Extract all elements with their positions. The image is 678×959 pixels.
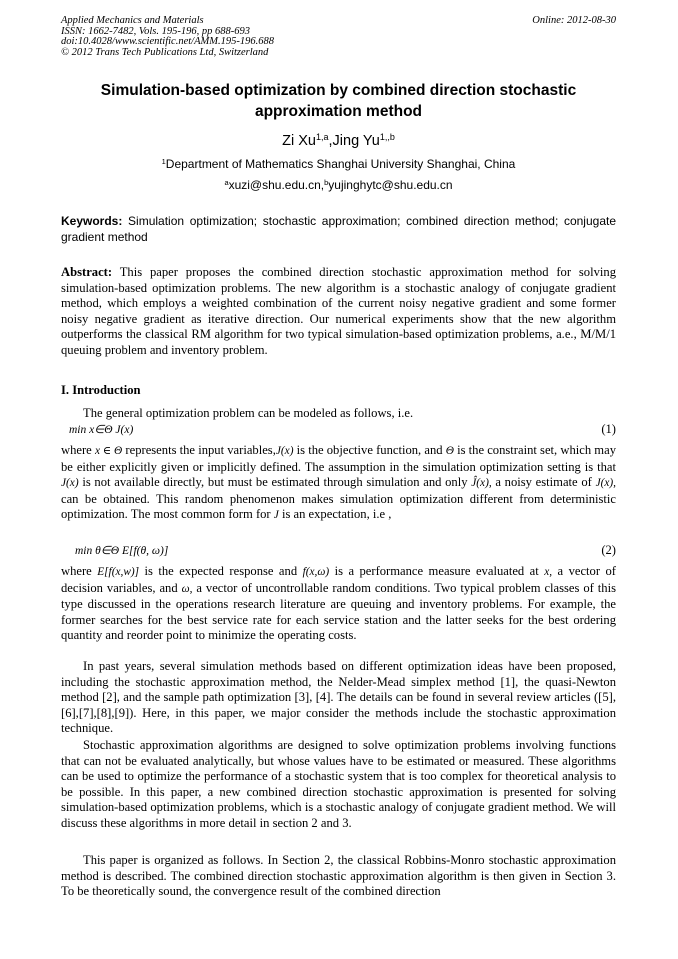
issn-line: ISSN: 1662-7482, Vols. 195-196, pp 688-693 [61,25,250,37]
text-run: a noisy estimate of [491,475,596,490]
inline-math: J(x) [61,477,79,490]
keywords-label: Keywords: [61,214,123,228]
inline-math: J [273,509,279,522]
email-1-sup: a [224,177,229,187]
inline-math: x ∈ Θ [94,445,123,457]
intro-paragraph-1: The general optimization problem can be modeled as follows, i.e. [83,406,414,420]
text-run: where [61,443,95,457]
paragraph-6: This paper is organized as follows. In Section 2, the classical Robbins-Monro stochastic approximation method is described. The combined direction stochastic approximation algorithm is then given in Section 3. To be theoretically sound, the convergence result of the combined direction [61,853,616,899]
inline-math: J(x) [275,445,294,457]
paper-title [61,80,616,122]
author-2-sup: 1,,b [379,132,395,143]
text-run: is the objective function, and [293,443,446,457]
inline-math: Θ [445,445,454,457]
author-1: Zi Xu [282,133,316,149]
title-line-1: Simulation-based optimization by combined direction stochastic [100,82,577,99]
equation-1-math: min x∈Θ J(x) [69,424,134,436]
email-2-sup: b [324,177,329,187]
email-1: xuzi@shu.edu.cn, [228,178,325,192]
text-run: is an expectation, i.e , [278,507,392,522]
text-run: a vector of decision variables, and [61,564,616,595]
equation-2 [61,543,616,559]
author-list [61,132,616,150]
paragraph-3 [61,564,616,644]
doi-line: doi:10.4028/www.scientific.net/AMM.195-196.688 [61,36,274,47]
inline-math: J(x), [595,477,616,490]
affiliation-sup: 1 [161,156,166,166]
keywords [61,213,616,245]
keywords-text: Simulation optimization; stochastic approximation; combined direction method; conjugate gradient method [61,214,616,244]
section-heading: I. Introduction [61,383,141,397]
journal-name: Applied Mechanics and Materials [61,15,204,26]
email-2: yujinghytc@shu.edu.cn [328,178,453,192]
inline-math: E[f(x,w)] [97,566,140,578]
inline-math: x, [544,566,553,578]
abstract-text: This paper proposes the combined direction stochastic approximation method for solving simulation-based optimization problems. The new algorithm is a stochastic analogy of conjugate gradient method, which employs a weighted combination of the current noisy negative gradient and some former noisy negative gradient as iterative direction. Our numerical experiments show that the new algorithm outperforms the classical RM algorithm for two typical simulation-based optimization problems, a.e., M/M/1 queuing problem and inventory problem. [61,265,616,357]
author-2: Jing Yu [332,133,380,149]
abstract [61,265,616,359]
inline-math: f(x,ω) [302,566,330,578]
equation-1-number: (1) [601,422,616,436]
text-run: is a performance measure evaluated at [329,564,545,578]
online-date: Online: 2012-08-30 [532,15,616,26]
abstract-label: Abstract: [61,265,113,279]
inline-math: ω, [181,582,193,595]
paragraph-5: Stochastic approximation algorithms are designed to solve optimization problems involving functions that can not be evaluated analytically, but whose values have to be estimated or measured. These algorithms can be used to optimize the performance of a stochastic system that is too complex for theoretical analysis to be possible. In this paper, a new combined direction stochastic approximation is presented for solving simulation-based optimization problems, which is a stochastic analogy of conjugate gradient method. We will discuss these algorithms in more detail in section 2 and 3. [61,738,616,830]
text-run: is the constraint set, which may be either explicitly given or implicitly defined. The assumption in the simulation optimization setting is that [61,443,616,474]
text-run: represents the input variables, [122,443,276,457]
paragraph-4: In past years, several simulation methods based on different optimization ideas have been proposed, including the stochastic approximation method, the Nelder-Mead simplex method [1], the quasi-Newton method [2], and the sample path optimization [3], [4]. The details can be found in several review articles ([5],[6],[7],[8],[9]). Here, in this paper, we major consider the methods include the stochastic approximation technique. [61,659,616,736]
inline-math: Ĵ(x), [471,477,492,490]
text-run: is the expected response and [139,564,303,578]
author-emails [61,178,616,193]
author-separator: , [328,133,333,149]
copyright-line: © 2012 Trans Tech Publications Ltd, Switzerland [61,46,269,58]
equation-2-number: (2) [601,543,616,557]
text-run: a vector of uncontrollable random conditions. Two typical problem classes of this type discussed in the operations research literature are queuing and inventory problems. For example, the former searches for the best service rate for each service station and the latter seeks for the best ordering quantity and reorder point to minimize the operating costs. [61,580,616,643]
text-run: can be obtained. This random phenomenon makes simulation optimization different from deterministic optimization. The most common form for [61,491,616,522]
journal-header [61,16,616,58]
paragraph-2 [61,443,616,524]
affiliation-text: Department of Mathematics Shanghai University Shanghai, China [165,157,516,171]
text-run: is not available directly, but must be estimated through simulation and only [78,475,472,490]
author-1-sup: 1,a [316,132,329,143]
title-line-2: approximation method [254,103,423,120]
text-run: where [61,564,98,578]
equation-1 [61,422,616,438]
affiliation [61,157,616,172]
equation-2-math: min θ∈Θ E[f(θ, ω)] [75,545,169,557]
